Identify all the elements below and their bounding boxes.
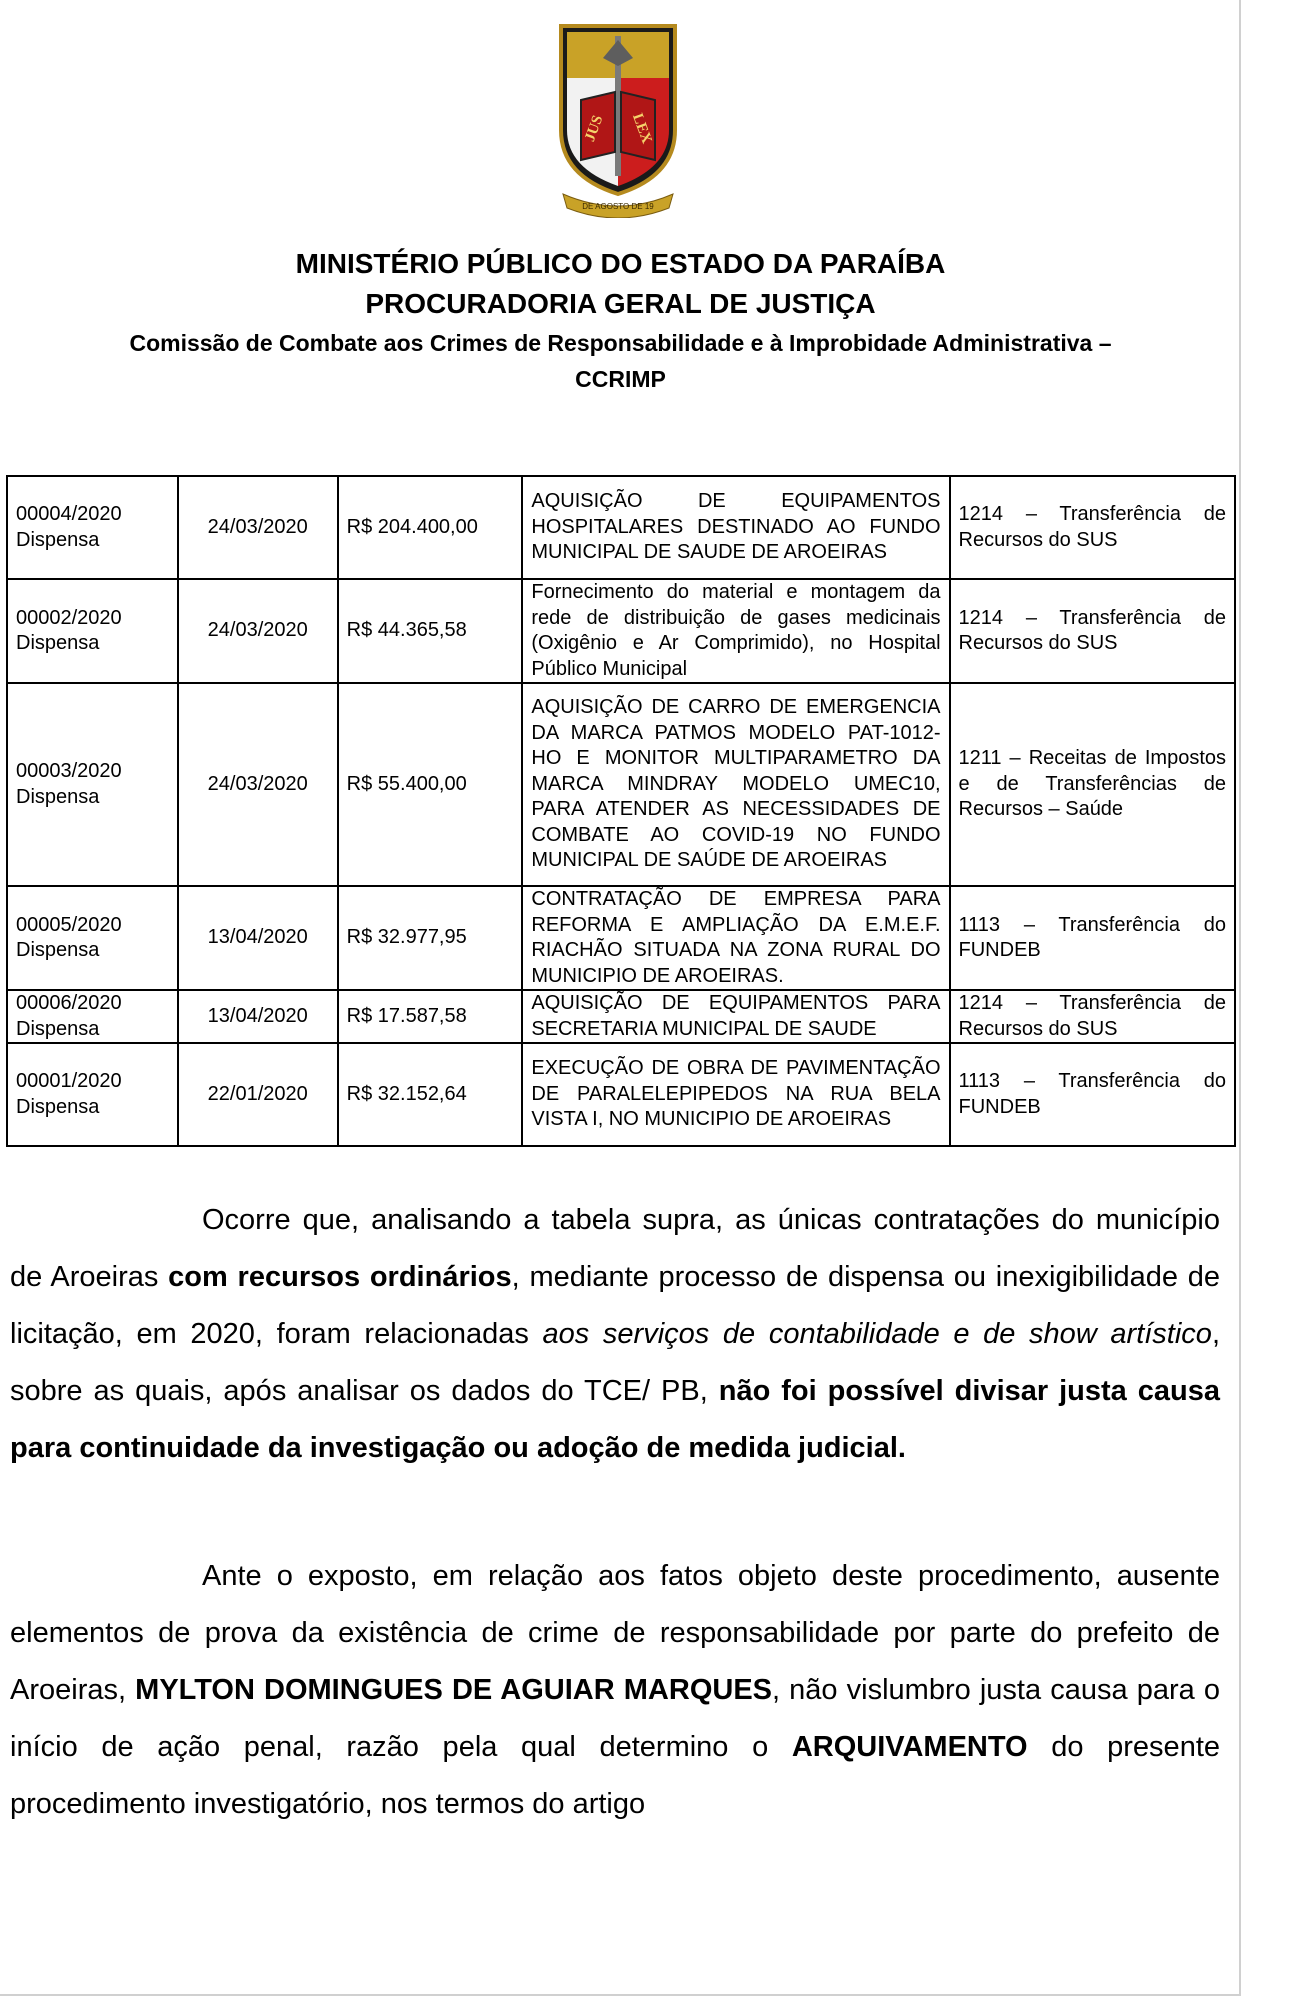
process-date: 24/03/2020 (178, 683, 338, 886)
process-modality: Dispensa (16, 632, 100, 654)
process-number: 00004/2020 (16, 503, 122, 525)
process-value: R$ 44.365,58 (338, 579, 523, 683)
table-row (7, 990, 1235, 1043)
process-source: 1214 – Transferência de Recursos do SUS (950, 579, 1235, 683)
process-date: 13/04/2020 (178, 886, 338, 990)
process-source: 1214 – Transferência de Recursos do SUS (950, 476, 1235, 579)
header-ccrimp: CCRIMP (575, 366, 666, 392)
process-number: 00005/2020 (16, 913, 122, 936)
process-date: 13/04/2020 (178, 990, 338, 1043)
process-source: 1113 – Transferência do FUNDEB (950, 1043, 1235, 1146)
process-modality: Dispensa (16, 785, 100, 808)
table-row (7, 683, 1235, 886)
header-ministerio: MINISTÉRIO PÚBLICO DO ESTADO DA PARAÍBA (295, 248, 946, 279)
svg-text:DE AGOSTO DE 19: DE AGOSTO DE 19 (582, 202, 654, 211)
process-number: 00001/2020 (16, 1070, 122, 1092)
process-value: R$ 32.977,95 (338, 886, 523, 990)
table-row (7, 886, 1235, 990)
paragraph-conclusion: Ante o exposto, em relação aos fatos objeto deste procedimento, ausente elementos de prova da existência de crime de responsabilidade por parte do prefeito de Aroeiras, MYLTON DOMINGUES DE AGUIAR MARQUES, não vislumbro justa causa para o início de ação penal, razão pela qual determino o ARQUIVAMENTO do presente procedimento investigatório, nos termos do artigo (10, 1560, 1221, 1820)
process-date: 24/03/2020 (178, 476, 338, 579)
table-row (7, 476, 1235, 579)
process-number: 00006/2020 (16, 992, 122, 1014)
svg-text:LEX: LEX (628, 111, 655, 146)
process-object: AQUISIÇÃO DE EQUIPAMENTOS PARA SECRETARIA MUNICIPAL DE SAUDE (522, 990, 949, 1043)
process-modality: Dispensa (16, 528, 100, 551)
process-modality: Dispensa (16, 939, 100, 961)
process-value: R$ 204.400,00 (338, 476, 523, 579)
procedures-table (6, 475, 1236, 1147)
header-comissao: Comissão de Combate aos Crimes de Responsabilidade e à Improbidade Administrativa – (129, 330, 1112, 356)
process-number: 00002/2020 (16, 606, 122, 629)
process-object: AQUISIÇÃO DE EQUIPAMENTOS HOSPITALARES DESTINADO AO FUNDO MUNICIPAL DE SAUDE DE AROEIRAS (522, 476, 949, 579)
process-object: Fornecimento do material e montagem da rede de distribuição de gases medicinais (Oxigênio e Ar Comprimido), no Hospital Público Municipal (522, 579, 949, 683)
table-row (7, 579, 1235, 683)
jus-lex-emblem (553, 18, 683, 218)
process-value: R$ 17.587,58 (338, 990, 523, 1043)
process-modality: Dispensa (16, 1095, 100, 1118)
process-value: R$ 32.152,64 (338, 1043, 523, 1146)
process-date: 24/03/2020 (178, 579, 338, 683)
table-row (7, 1043, 1235, 1146)
process-object: CONTRATAÇÃO DE EMPRESA PARA REFORMA E AMPLIAÇÃO DA E.M.E.F. RIACHÃO SITUADA NA ZONA RURAL DO MUNICIPIO DE AROEIRAS. (522, 886, 949, 990)
svg-text:JUS: JUS (582, 113, 607, 144)
process-modality: Dispensa (16, 1017, 100, 1040)
process-date: 22/01/2020 (178, 1043, 338, 1146)
process-source: 1214 – Transferência de Recursos do SUS (950, 990, 1235, 1043)
process-value: R$ 55.400,00 (338, 683, 523, 886)
process-object: EXECUÇÃO DE OBRA DE PAVIMENTAÇÃO DE PARALELEPIPEDOS NA RUA BELA VISTA I, NO MUNICIPIO DE AROEIRAS (522, 1043, 949, 1146)
process-source: 1211 – Receitas de Impostos e de Transferências de Recursos – Saúde (950, 683, 1235, 886)
process-number: 00003/2020 (16, 760, 122, 782)
process-source: 1113 – Transferência do FUNDEB (950, 886, 1235, 990)
process-object: AQUISIÇÃO DE CARRO DE EMERGENCIA DA MARCA PATMOS MODELO PAT-1012-HO E MONITOR MULTIPARAMETRO DA MARCA MINDRAY MODELO UMEC10, PARA ATENDER AS NECESSIDADES DE COMBATE AO COVID-19 NO FUNDO MUNICIPAL DE SAÚDE DE AROEIRAS (522, 683, 949, 886)
header-procuradoria: PROCURADORIA GERAL DE JUSTIÇA (365, 288, 876, 319)
paragraph-analysis: Ocorre que, analisando a tabela supra, as únicas contratações do município de Aroeiras com recursos ordinários, mediante processo de dispensa ou inexigibilidade de licitação, em 2020, foram relacionadas aos serviços de contabilidade e de show artístico, sobre as quais, após analisar os dados do TCE/ PB, não foi possível divisar justa causa para continuidade da investigação ou adoção de medida judicial. (10, 1204, 1221, 1464)
